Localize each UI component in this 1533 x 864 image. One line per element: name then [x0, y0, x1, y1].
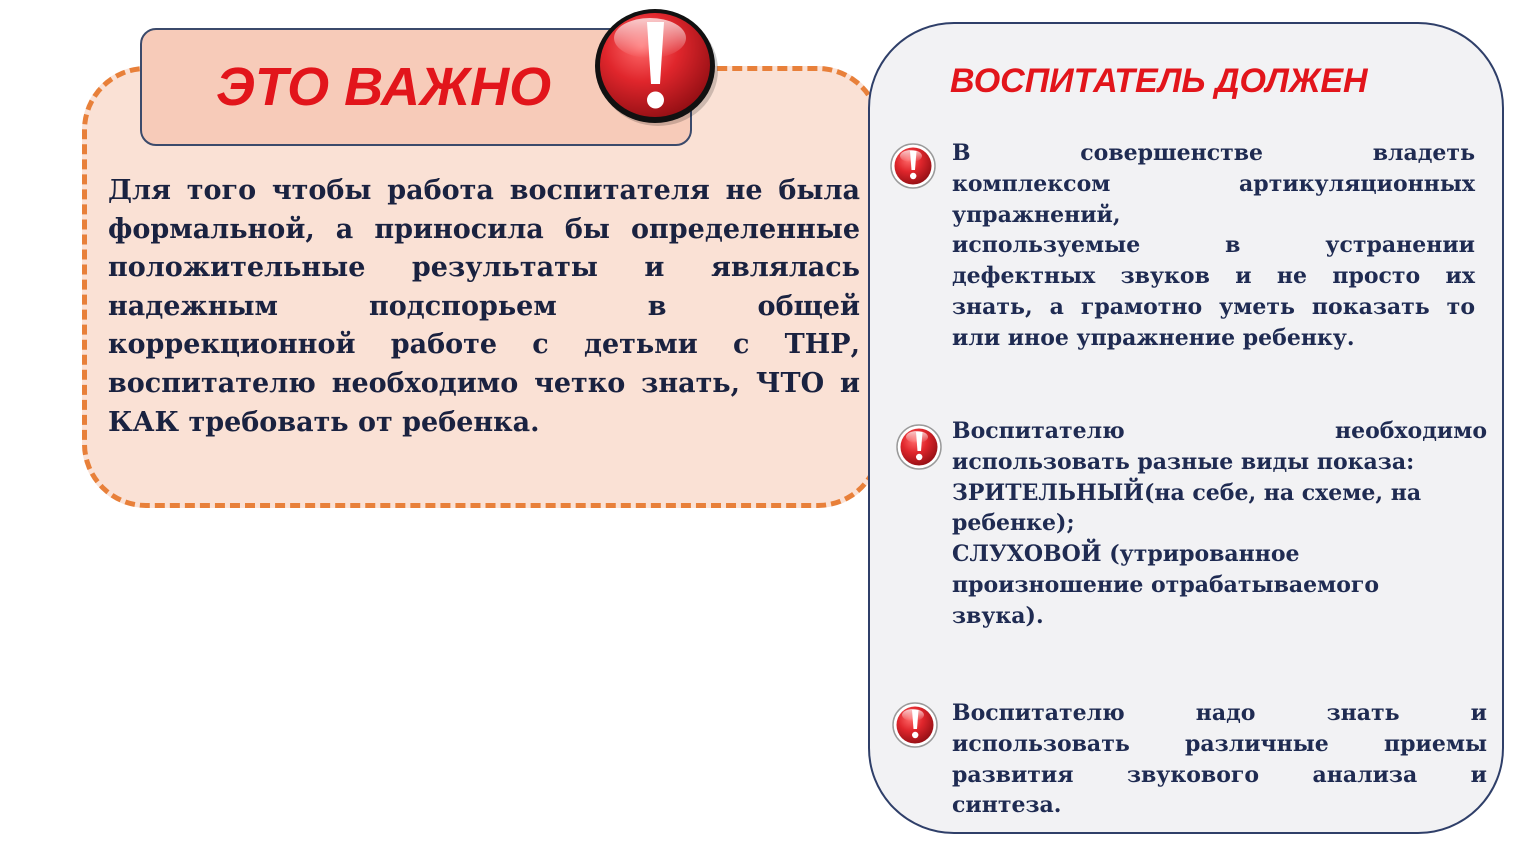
exclamation-alert-icon [896, 424, 942, 470]
educator-item-1: В совершенстве владеть комплексом артикуляционных упражнений, используемые в устранении дефектных звуков и не просто их знать, а грамотно уметь показать то или иное упражнение ребенку. [952, 140, 1475, 351]
important-text: Для того чтобы работа воспитателя не была формальной, а приносила бы определенные положительные результаты и являлась надежным подспорьем в общей коррекционной работе с детьми с ТНР, воспитателю необходимо четко знать, ЧТО и КАК требовать от ребенка. [108, 175, 860, 438]
educator-title: ВОСПИТАТЕЛЬ ДОЛЖЕН [950, 62, 1368, 100]
educator-item-3: Воспитателю надо знать и использовать различные приемы развития звукового анализа и синтеза. [952, 700, 1487, 819]
exclamation-alert-icon [892, 702, 938, 748]
exclamation-alert-icon [592, 4, 720, 128]
exclamation-alert-icon [890, 143, 936, 189]
educator-item-2: Воспитателю необходимо использовать разные виды показа: ЗРИТЕЛЬНЫЙ(на себе, на схеме, на ребенке); СЛУХОВОЙ (утрированное произношение отрабатываемого звука). [952, 418, 1487, 629]
important-title: ЭТО ВАЖНО [216, 57, 552, 117]
